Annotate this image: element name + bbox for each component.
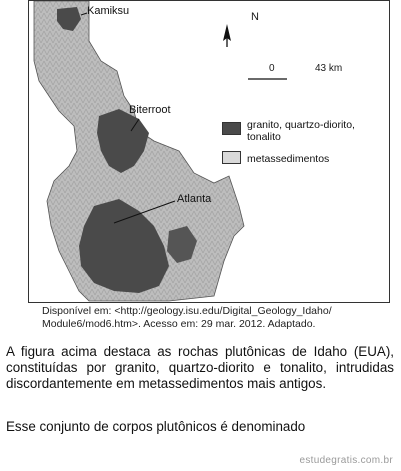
place-label-atlanta: Atlanta — [177, 193, 212, 205]
legend-label-plutonic — [247, 119, 355, 143]
watermark: estudegratis.com.br — [299, 455, 393, 466]
idaho-map — [29, 1, 390, 303]
north-label: N — [251, 11, 259, 23]
place-label-kamiksu: Kamiksu — [87, 5, 130, 17]
scale-end-label: 43 km — [315, 63, 343, 74]
legend-plutonic-line1: granito, quartzo-diorito, — [247, 119, 355, 131]
legend-plutonic-line2: tonalito — [247, 131, 281, 143]
place-label-biterroot: Biterroot — [129, 104, 171, 116]
scale-start-label: 0 — [269, 63, 275, 74]
legend-swatch-metassedimentos — [222, 151, 241, 164]
map-figure — [28, 0, 390, 303]
question-paragraph: A figura acima destaca as rochas plutônicas de Idaho (EUA), constituídas por granito, quartzo-diorito e tonalito, intrudidas discordantemente em metassedimentos mais antigos. — [6, 344, 394, 391]
north-arrow-icon — [223, 24, 231, 47]
source-caption — [42, 305, 387, 331]
caption-line2: Module6/mod6.htm>. Acesso em: 29 mar. 2012. Adaptado. — [42, 318, 316, 330]
question-prompt: Esse conjunto de corpos plutônicos é denominado — [6, 419, 306, 434]
legend-swatch-plutonic — [222, 122, 241, 135]
caption-line1: Disponível em: <http://geology.isu.edu/Digital_Geology_Idaho/ — [42, 305, 332, 317]
legend-label-metassedimentos: metassedimentos — [247, 153, 330, 165]
